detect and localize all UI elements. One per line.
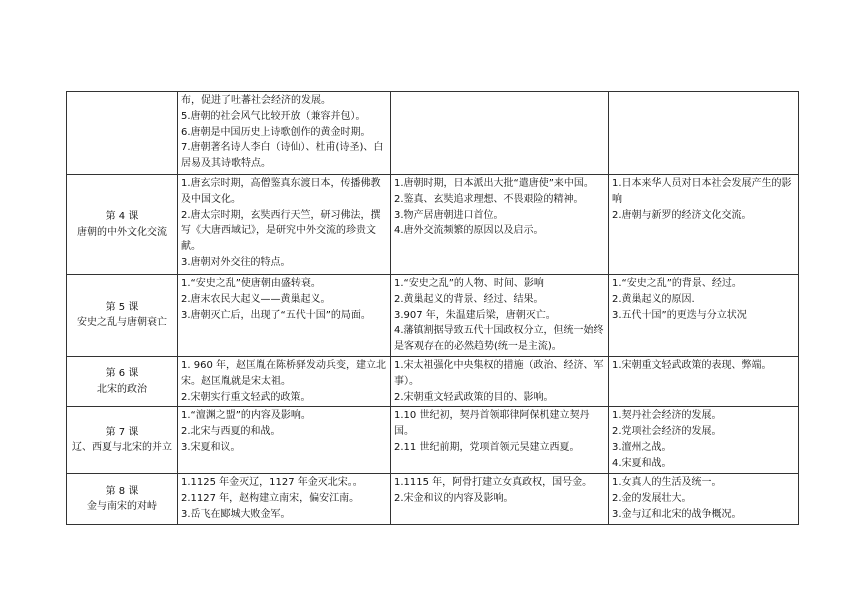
list-item: 1.宋太祖强化中央集权的措施（政治、经济、军事）。 [394,359,604,387]
list-item: 1.1115 年，阿骨打建立女真政权，国号金。 [394,477,593,489]
content-cell-4 [609,175,799,275]
list-item: 3.唐朝灭亡后，出现了“五代十国”的局面。 [181,309,371,321]
list-item: 2.金的发展壮大。 [612,493,692,505]
list-item: 2.唐末农民大起义——黄巢起义。 [181,293,331,305]
list-item: 2.鉴真、玄奘追求理想、不畏艰险的精神。 [394,193,584,205]
list-item: 7.唐朝著名诗人李白（诗仙）、杜甫(诗圣)、白居易及其诗歌特点。 [181,142,384,170]
list-item: 3.金与辽和北宋的战争概况。 [612,508,742,520]
lesson-cell [67,92,178,175]
list-item: 1.女真人的生活及统一。 [612,477,722,489]
list-item: 4.宋夏和战。 [612,457,672,469]
content-cell-3 [391,407,609,474]
content-cell-4 [609,92,799,175]
content-cell-2 [178,175,391,275]
lesson-cell [67,275,178,357]
list-item: 3.岳飞在郾城大败金军。 [181,508,291,520]
lesson-table [66,91,799,525]
list-item: 2.唐太宗时期，玄奘西行天竺，研习佛法，撰写《大唐西域记》，是研究中外交流的珍贵文献。 [181,209,381,253]
content-cell-4 [609,407,799,474]
list-item: 3.唐朝对外交往的特点。 [181,256,291,268]
list-item: 1.“澶渊之盟”的内容及影响。 [181,410,311,422]
content-cell-4 [609,474,799,525]
list-item: 2.宋金和议的内容及影响。 [394,493,514,505]
list-item: 2.1127 年，赵构建立南宋，偏安江南。 [181,493,360,505]
lesson-cell [67,356,178,406]
list-item: 1.契丹社会经济的发展。 [612,410,722,422]
lesson-cell [67,175,178,275]
list-item: 1.唐玄宗时期，高僧鉴真东渡日本，传播佛教及中国文化。 [181,178,381,205]
content-cell-4 [609,356,799,406]
lesson-number: 第 6 课 [105,367,139,379]
table-row [67,356,799,406]
list-item: 5.唐朝的社会风气比较开放（兼容并包）。 [181,110,366,122]
content-cell-2 [178,474,391,525]
list-item: 2.北宋与西夏的和战。 [181,426,281,438]
list-item: 1.宋朝重文轻武政策的表现、弊端。 [612,359,772,371]
lesson-cell [67,474,178,525]
table-row [67,407,799,474]
table-row [67,474,799,525]
table-row [67,175,799,275]
list-item: 2.宋朝重文轻武政策的目的、影响。 [394,391,554,403]
lesson-number: 第 4 课 [105,210,139,222]
content-cell-3 [391,356,609,406]
list-item: 1. 960 年，赵匡胤在陈桥驿发动兵变，建立北宋。赵匡胤就是宋太祖。 [181,359,386,387]
list-item: 1.唐朝时期，日本派出大批“遣唐使”来中国。 [394,178,594,189]
lesson-number: 第 8 课 [105,485,139,497]
content-cell-3 [391,175,609,275]
content-cell-4 [609,275,799,357]
list-item: 3.907 年，朱温建后梁，唐朝灭亡。 [394,309,556,321]
list-item: 6.唐朝是中国历史上诗歌创作的黄金时期。 [181,126,371,138]
list-item: 1.“安史之乱”的背景、经过。 [612,278,742,289]
content-cell-2 [178,275,391,357]
lesson-title: 辽、西夏与北宋的并立 [72,442,172,454]
list-item: 3.物产居唐朝进口首位。 [394,209,504,221]
lesson-number: 第 7 课 [105,426,139,438]
list-item: 2.党项社会经济的发展。 [612,426,722,438]
content-cell-3 [391,275,609,357]
list-item: 3.五代十国”的更迭与分立状况 [612,309,747,321]
lesson-title: 安史之乱与唐朝衰亡 [77,317,167,329]
lesson-number: 第 5 课 [105,301,139,313]
list-item: 布，促进了吐蕃社会经济的发展。 [181,95,331,106]
list-item: 2.11 世纪前期，党项首领元昊建立西夏。 [394,441,580,453]
list-item: 2.黄巢起义的原因. [612,293,695,305]
table-row [67,275,799,357]
lesson-title: 唐朝的中外文化交流 [77,226,167,238]
content-cell-2 [178,407,391,474]
content-cell-2 [178,92,391,175]
list-item: 2.宋朝实行重文轻武的政策。 [181,391,311,403]
list-item: 2.唐朝与新罗的经济文化交流。 [612,209,752,221]
list-item: 3.澶州之战。 [612,441,672,453]
list-item: 1.“安史之乱”的人物、时间、影响 [394,278,544,289]
lesson-title: 金与南宋的对峙 [87,501,157,513]
list-item: 4.唐外交流频繁的原因以及启示。 [394,225,544,237]
list-item: 3.宋夏和议。 [181,441,241,453]
lesson-cell [67,407,178,474]
list-item: 2.黄巢起义的背景、经过、结果。 [394,293,544,305]
content-cell-2 [178,356,391,406]
list-item: 1.1125 年金灭辽，1127 年金灭北宋。。 [181,477,363,489]
list-item: 1.10 世纪初，契丹首领耶律阿保机建立契丹国。 [394,410,590,438]
list-item: 1.“安史之乱”使唐朝由盛转衰。 [181,278,321,289]
content-cell-3 [391,474,609,525]
table-row [67,92,799,175]
list-item: 1.日本来华人员对日本社会发展产生的影响 [612,178,792,205]
list-item: 4.藩镇割据导致五代十国政权分立，但统一始终是客观存在的必然趋势(统一是主流)。 [394,325,604,353]
lesson-title: 北宋的政治 [97,383,147,395]
content-cell-3 [391,92,609,175]
table-body [67,92,799,525]
